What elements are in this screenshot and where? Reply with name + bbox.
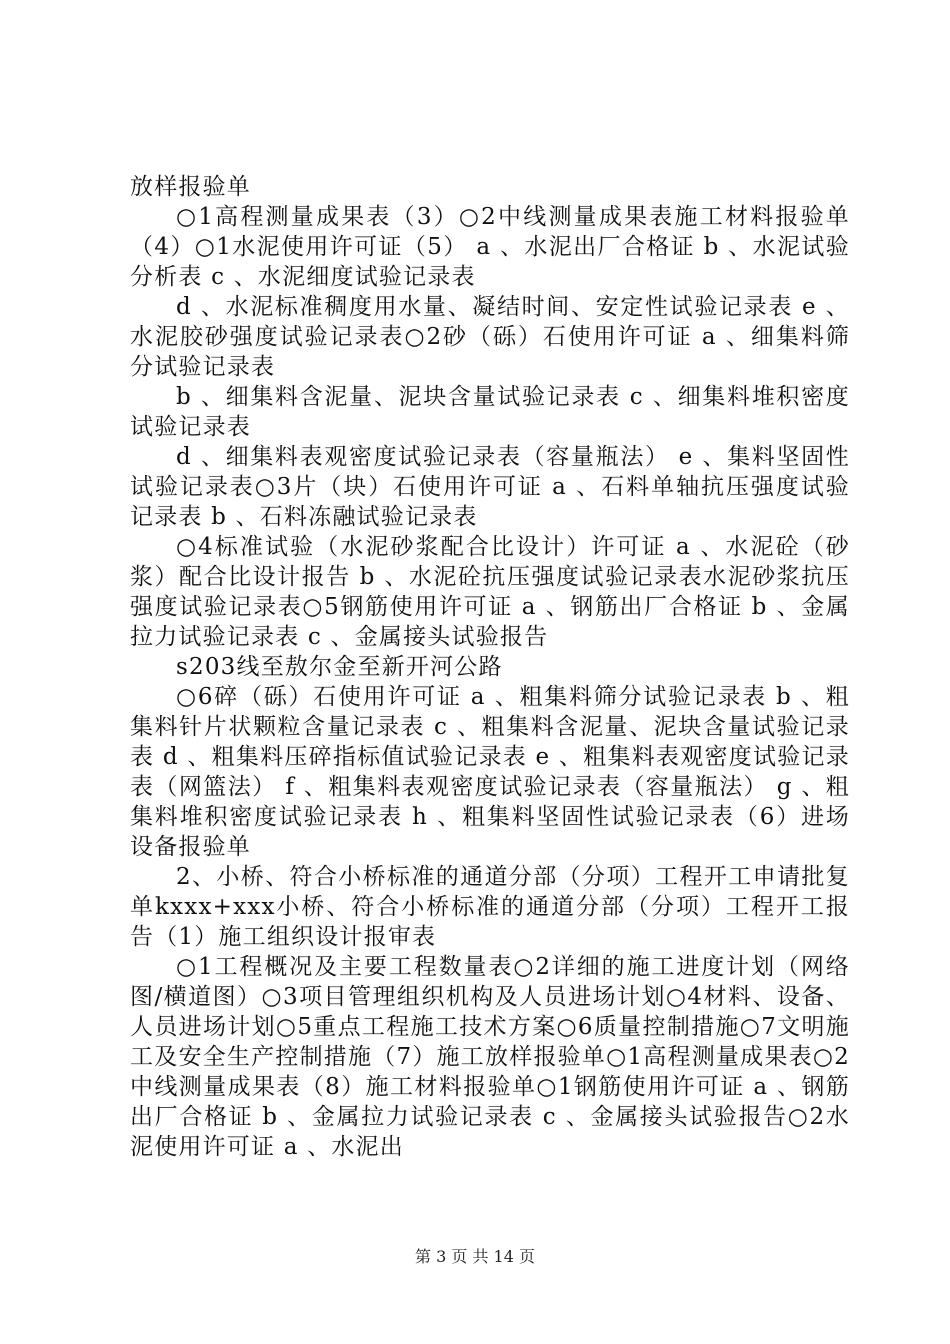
document-body bbox=[130, 172, 850, 1162]
paragraph-2: ○1高程测量成果表（3）○2中线测量成果表施工材料报验单（4）○1水泥使用许可证（5） a 、水泥出厂合格证 b 、水泥试验分析表 c 、水泥细度试验记录表 bbox=[130, 204, 850, 290]
paragraph-3: d 、水泥标准稠度用水量、凝结时间、安定性试验记录表 e 、水泥胶砂强度试验记录表○2砂（砾）石使用许可证 a 、细集料筛分试验记录表 bbox=[130, 294, 850, 380]
paragraph-7: s203线至敖尔金至新开河公路 bbox=[176, 654, 503, 680]
paragraph-8: ○6碎（砾）石使用许可证 a 、粗集料筛分试验记录表 b 、粗集料针片状颗粒含量记录表 c 、粗集料含泥量、泥块含量试验记录表 d 、粗集料压碎指标值试验记录表 e 、粗集料表观密度试验记录表（网篮法） f 、粗集料表观密度试验记录表（容量瓶法） g 、粗集料堆积密度试验记录表 h 、粗集料坚固性试验记录表（6）进场设备报验单 bbox=[130, 684, 850, 860]
paragraph-4: b 、细集料含泥量、泥块含量试验记录表 c 、细集料堆积密度试验记录表 bbox=[130, 384, 850, 440]
paragraph-5: d 、细集料表观密度试验记录表（容量瓶法） e 、集料坚固性试验记录表○3片（块）石使用许可证 a 、石料单轴抗压强度试验记录表 b 、石料冻融试验记录表 bbox=[130, 444, 850, 530]
paragraph-1: 放样报验单 bbox=[130, 174, 251, 200]
paragraph-10: ○1工程概况及主要工程数量表○2详细的施工进度计划（网络图/横道图）○3项目管理组织机构及人员进场计划○4材料、设备、人员进场计划○5重点工程施工技术方案○6质量控制措施○7文明施工及安全生产控制措施（7）施工放样报验单○1高程测量成果表○2中线测量成果表（8）施工材料报验单○1钢筋使用许可证 a 、钢筋出厂合格证 b 、金属拉力试验记录表 c 、金属接头试验报告○2水泥使用许可证 a 、水泥出 bbox=[130, 954, 850, 1160]
paragraph-6: ○4标准试验（水泥砂浆配合比设计）许可证 a 、水泥砼（砂浆）配合比设计报告 b 、水泥砼抗压强度试验记录表水泥砂浆抗压强度试验记录表○5钢筋使用许可证 a 、钢筋出厂合格证 b 、金属拉力试验记录表 c 、金属接头试验报告 bbox=[130, 534, 850, 650]
paragraph-9: 2、小桥、符合小桥标准的通道分部（分项）工程开工申请批复单kxxx+xxx小桥、符合小桥标准的通道分部（分项）工程开工报告（1）施工组织设计报审表 bbox=[130, 864, 850, 950]
page-footer: 第 3 页 共 14 页 bbox=[415, 1247, 535, 1266]
